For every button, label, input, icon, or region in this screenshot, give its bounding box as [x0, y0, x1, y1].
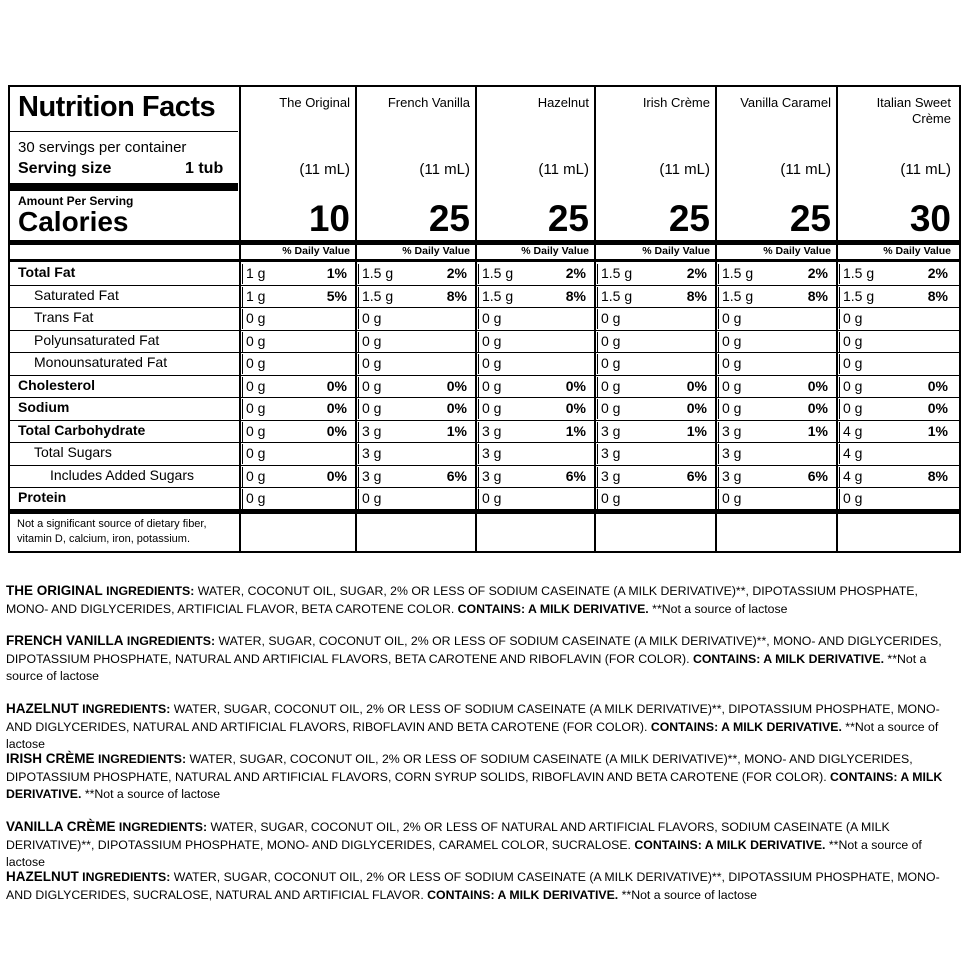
nutrient-cell	[718, 287, 832, 307]
nutrient-amount: 3 g	[722, 467, 742, 484]
nutrient-daily-value: 0%	[927, 400, 948, 416]
product-name: HAZELNUT	[6, 869, 79, 884]
nutrient-amount: 1.5 g	[722, 265, 754, 281]
lactose-note: **Not a source of lactose	[6, 651, 927, 683]
nutrient-amount: 0 g	[362, 490, 382, 506]
flavor-calories: 25	[668, 198, 710, 239]
nutrient-amount: 1.5 g	[722, 287, 754, 304]
flavor-calories: 25	[428, 198, 470, 239]
nutrient-amount: 4 g	[843, 467, 863, 484]
nutrient-daily-value: 8%	[927, 287, 948, 304]
column-divider	[239, 87, 241, 551]
flavor-serving-size: (11 mL)	[780, 161, 831, 178]
nutrient-cell	[718, 264, 832, 284]
nutrient-amount: 4 g	[843, 422, 863, 439]
column-divider	[355, 87, 357, 551]
nutrient-cell	[718, 354, 832, 374]
nutrient-cell	[242, 309, 351, 329]
flavor-name: French Vanilla	[387, 95, 470, 110]
nutrient-cell	[597, 377, 711, 397]
nutrient-cell	[478, 287, 590, 307]
nutrient-daily-value: 0%	[446, 377, 467, 394]
column-divider	[594, 87, 596, 551]
ingredients-label: INGREDIENTS:	[118, 820, 208, 834]
row-divider	[10, 487, 959, 488]
nutrient-daily-value: 0%	[686, 400, 707, 416]
nutrient-daily-value: 6%	[807, 467, 828, 484]
nutrient-daily-value: 0%	[326, 400, 347, 416]
nutrient-amount: 0 g	[246, 490, 266, 506]
nutrient-cell	[242, 467, 351, 487]
nutrient-amount: 0 g	[246, 445, 266, 461]
nutrient-cell	[718, 332, 832, 352]
ingredients-label: INGREDIENTS:	[82, 870, 171, 884]
dv-header: % Daily Value	[282, 245, 350, 257]
nutrient-cell	[242, 354, 351, 374]
nutrient-daily-value: 1%	[927, 422, 948, 439]
nutrient-cell	[478, 264, 590, 284]
nutrient-amount: 1.5 g	[601, 287, 633, 304]
nutrient-label: Total Carbohydrate	[18, 421, 146, 438]
nutrient-cell	[242, 399, 351, 419]
nutrient-cell	[718, 309, 832, 329]
nutrient-cell	[597, 422, 711, 442]
nutrient-amount: 3 g	[482, 445, 502, 461]
dv-header: % Daily Value	[763, 245, 831, 257]
nutrient-amount: 3 g	[482, 467, 502, 484]
nutrient-amount: 3 g	[482, 422, 502, 439]
allergen-statement: CONTAINS: A MILK DERIVATIVE.	[427, 887, 619, 902]
flavor-calories: 25	[547, 198, 589, 239]
nutrient-amount: 0 g	[482, 400, 502, 416]
column-divider	[715, 87, 717, 551]
nutrient-daily-value: 6%	[446, 467, 467, 484]
nutrient-amount: 0 g	[482, 310, 502, 326]
nutrient-amount: 0 g	[601, 332, 621, 349]
nutrient-daily-value: 6%	[565, 467, 586, 484]
nutrient-daily-value: 8%	[686, 287, 707, 304]
nutrient-label: Trans Fat	[34, 309, 94, 325]
nutrient-amount: 3 g	[362, 467, 382, 484]
ingredients-text: WATER, SUGAR, COCONUT OIL, 2% OR LESS OF SODIUM CASEINATE (A MILK DERIVATIVE)**, DIPOTASSIUM PHOSPHATE, MONO- AND DIGLYCERIDES, SUCRALOSE, NATURAL AND ARTIFICIAL FLAVOR.	[6, 870, 940, 902]
nutrient-cell	[597, 467, 711, 487]
nutrient-cell	[597, 287, 711, 307]
nutrient-cell	[242, 422, 351, 442]
flavor-name: The Original	[279, 95, 350, 110]
flavor-serving-size: (11 mL)	[419, 161, 470, 178]
nutrient-amount: 0 g	[843, 310, 863, 326]
ingredients-label: INGREDIENTS:	[106, 584, 195, 598]
nutrient-amount: 1.5 g	[482, 287, 514, 304]
label-title: Nutrition Facts	[18, 91, 216, 123]
nutrient-cell	[478, 444, 590, 464]
nutrient-amount: 0 g	[362, 377, 382, 394]
nutrient-cell	[839, 489, 952, 509]
nutrient-daily-value: 0%	[807, 400, 828, 416]
nutrient-cell	[478, 422, 590, 442]
allergen-statement: CONTAINS: A MILK DERIVATIVE.	[457, 601, 649, 616]
nutrient-amount: 3 g	[362, 445, 382, 461]
dv-header: % Daily Value	[883, 245, 951, 257]
nutrient-cell	[597, 309, 711, 329]
nutrient-amount: 0 g	[843, 332, 863, 349]
nutrient-daily-value: 1%	[565, 422, 586, 439]
nutrient-cell	[358, 309, 471, 329]
nutrient-daily-value: 1%	[446, 422, 467, 439]
nutrient-cell	[358, 354, 471, 374]
nutrient-daily-value: 2%	[565, 265, 586, 281]
nutrient-label: Sodium	[18, 399, 70, 415]
row-divider	[10, 352, 959, 353]
nutrient-amount: 0 g	[722, 377, 742, 394]
product-name: VANILLA CRÈME	[6, 819, 116, 834]
nutrient-daily-value: 0%	[807, 377, 828, 394]
nutrient-cell	[358, 467, 471, 487]
row-divider	[10, 307, 959, 308]
nutrient-amount: 0 g	[246, 332, 266, 349]
nutrient-cell	[358, 444, 471, 464]
nutrient-cell	[597, 399, 711, 419]
allergen-statement: CONTAINS: A MILK DERIVATIVE.	[692, 651, 884, 666]
nutrient-cell	[597, 332, 711, 352]
nutrient-cell	[242, 287, 351, 307]
nutrient-daily-value: 8%	[565, 287, 586, 304]
nutrient-cell	[358, 332, 471, 352]
nutrient-amount: 0 g	[246, 377, 266, 394]
nutrient-amount: 0 g	[843, 490, 863, 506]
flavor-calories: 10	[308, 198, 350, 239]
nutrient-cell	[839, 287, 952, 307]
nutrient-cell	[839, 332, 952, 352]
nutrient-cell	[597, 264, 711, 284]
lactose-note: **Not a source of lactose	[6, 719, 939, 751]
nutrient-cell	[242, 444, 351, 464]
nutrient-amount: 1.5 g	[362, 265, 394, 281]
nutrient-cell	[839, 377, 952, 397]
nutrient-cell	[839, 467, 952, 487]
nutrient-cell	[718, 489, 832, 509]
nutrient-cell	[478, 309, 590, 329]
nutrition-facts-panel	[8, 85, 961, 553]
nutrient-daily-value: 0%	[446, 400, 467, 416]
nutrient-cell	[358, 264, 471, 284]
nutrient-label: Monounsaturated Fat	[34, 354, 168, 370]
ingredients-label: INGREDIENTS:	[82, 702, 171, 716]
thick-divider	[10, 183, 238, 191]
nutrient-amount: 0 g	[601, 310, 621, 326]
nutrient-amount: 1.5 g	[601, 265, 633, 281]
ingredient-paragraph	[6, 582, 962, 618]
row-divider	[10, 442, 959, 443]
ingredient-paragraph	[6, 818, 962, 872]
row-divider	[10, 420, 959, 421]
flavor-serving-size: (11 mL)	[900, 161, 951, 178]
nutrient-cell	[718, 467, 832, 487]
flavor-name: Hazelnut	[537, 95, 589, 110]
nutrient-cell	[839, 354, 952, 374]
ingredient-paragraph	[6, 750, 962, 804]
nutrient-daily-value: 0%	[326, 422, 347, 439]
nutrient-cell	[358, 489, 471, 509]
nutrient-label: Saturated Fat	[34, 286, 119, 303]
nutrient-amount: 0 g	[722, 400, 742, 416]
nutrient-cell	[358, 422, 471, 442]
nutrient-daily-value: 1%	[326, 265, 347, 281]
lactose-note: **Not a source of lactose	[621, 887, 757, 902]
nutrient-amount: 0 g	[722, 490, 742, 506]
row-divider	[10, 397, 959, 398]
nutrient-daily-value: 1%	[807, 422, 828, 439]
nutrient-cell	[839, 309, 952, 329]
nutrient-amount: 0 g	[482, 355, 502, 371]
lactose-note: **Not a source of lactose	[84, 787, 221, 801]
column-divider	[475, 87, 477, 551]
footnote: Not a significant source of dietary fiber, vitamin D, calcium, iron, potassium.	[17, 518, 207, 545]
nutrient-cell	[478, 467, 590, 487]
nutrient-amount: 0 g	[362, 355, 382, 371]
nutrient-cell	[597, 444, 711, 464]
nutrient-amount: 0 g	[246, 467, 266, 484]
product-name: IRISH CRÈME	[6, 751, 95, 766]
nutrient-amount: 1.5 g	[843, 265, 875, 281]
nutrient-daily-value: 0%	[326, 377, 347, 394]
nutrient-label: Total Sugars	[34, 444, 112, 460]
flavor-name: Vanilla Caramel	[740, 95, 831, 110]
nutrient-daily-value: 8%	[927, 467, 948, 484]
nutrient-cell	[597, 354, 711, 374]
nutrient-amount: 0 g	[843, 377, 863, 394]
ingredients-label: INGREDIENTS:	[97, 752, 187, 766]
thick-divider	[10, 509, 959, 514]
calories-label: Calories	[18, 206, 129, 237]
nutrient-amount: 3 g	[601, 467, 621, 484]
lactose-note: **Not a source of lactose	[652, 601, 788, 616]
dv-header: % Daily Value	[642, 245, 710, 257]
nutrient-cell	[242, 264, 351, 284]
flavor-serving-size: (11 mL)	[538, 161, 589, 178]
ingredients-text: WATER, SUGAR, COCONUT OIL, 2% OR LESS OF SODIUM CASEINATE (A MILK DERIVATIVE)**, MONO- AND DIGLYCERIDES, DIPOTASSIUM PHOSPHATE, NATURAL AND ARTIFICIAL FLAVORS, BETA CAROTENE AND RIBOFLAVIN (FOR COLOR).	[6, 634, 942, 666]
nutrient-daily-value: 2%	[446, 265, 467, 281]
product-name: FRENCH VANILLA	[6, 633, 124, 648]
nutrient-amount: 0 g	[843, 400, 863, 416]
nutrient-cell	[839, 264, 952, 284]
nutrient-amount: 0 g	[482, 377, 502, 394]
product-name: THE ORIGINAL	[6, 583, 103, 598]
nutrient-daily-value: 0%	[565, 400, 586, 416]
nutrient-cell	[478, 489, 590, 509]
nutrient-cell	[478, 399, 590, 419]
nutrient-amount: 0 g	[601, 490, 621, 506]
nutrient-daily-value: 8%	[446, 287, 467, 304]
ingredient-paragraph	[6, 700, 962, 754]
flavor-calories: 25	[789, 198, 831, 239]
nutrient-amount: 1.5 g	[843, 287, 875, 304]
row-divider	[10, 285, 959, 286]
nutrient-amount: 0 g	[722, 332, 742, 349]
nutrient-amount: 3 g	[362, 422, 382, 439]
ingredients-text: WATER, SUGAR, COCONUT OIL, 2% OR LESS OF SODIUM CASEINATE (A MILK DERIVATIVE)**, MONO- AND DIGLYCERIDES, DIPOTASSIUM PHOSPHATE, NATURAL AND ARTIFICIAL FLAVORS, CORN SYRUP SOLIDS, RIBOFLAVIN AND BETA CAROTENE (FOR COLOR).	[6, 752, 913, 784]
dv-header: % Daily Value	[402, 245, 470, 257]
nutrient-amount: 3 g	[722, 422, 742, 439]
nutrient-amount: 1 g	[246, 287, 266, 304]
flavor-name: Irish Crème	[642, 95, 710, 110]
nutrient-amount: 1 g	[246, 265, 266, 281]
dv-header: % Daily Value	[521, 245, 589, 257]
nutrient-daily-value: 0%	[565, 377, 586, 394]
nutrient-amount: 0 g	[362, 310, 382, 326]
nutrient-cell	[242, 489, 351, 509]
flavor-serving-size: (11 mL)	[659, 161, 710, 178]
nutrient-amount: 0 g	[482, 490, 502, 506]
nutrient-daily-value: 0%	[326, 467, 347, 484]
row-divider	[10, 465, 959, 466]
ingredients-text: WATER, COCONUT OIL, SUGAR, 2% OR LESS OF SODIUM CASEINATE (A MILK DERIVATIVE)**, DIPOTASSIUM PHOSPHATE, MONO- AND DIGLYCERIDES, ARTIFICIAL FLAVOR, BETA CAROTENE COLOR.	[6, 584, 918, 616]
row-divider	[10, 375, 959, 376]
nutrient-amount: 0 g	[601, 377, 621, 394]
row-divider	[10, 330, 959, 331]
nutrient-label: Polyunsaturated Fat	[34, 331, 160, 348]
nutrient-amount: 4 g	[843, 445, 863, 461]
ingredients-text: WATER, SUGAR, COCONUT OIL, 2% OR LESS OF NATURAL AND ARTIFICIAL FLAVORS, SODIUM CASEINATE (A MILK DERIVATIVE)**, DIPOTASSIUM PHOSPHATE, MONO- AND DIGLYCERIDES, CARAMEL COLOR, SUCRALOSE.	[6, 820, 890, 852]
nutrient-daily-value: 5%	[326, 287, 347, 304]
ingredient-paragraph	[6, 868, 962, 904]
nutrient-amount: 0 g	[246, 310, 266, 326]
nutrient-amount: 1.5 g	[362, 287, 394, 304]
nutrient-amount: 3 g	[601, 445, 621, 461]
ingredients-label: INGREDIENTS:	[126, 634, 216, 648]
nutrient-cell	[597, 489, 711, 509]
allergen-statement: CONTAINS: A MILK DERIVATIVE.	[6, 769, 943, 801]
amount-per-serving: Amount Per Serving	[18, 194, 134, 208]
nutrient-amount: 0 g	[722, 355, 742, 371]
nutrient-cell	[358, 377, 471, 397]
nutrient-label: Protein	[18, 489, 67, 505]
ingredient-paragraph	[6, 632, 962, 686]
allergen-statement: CONTAINS: A MILK DERIVATIVE.	[634, 837, 826, 852]
nutrient-amount: 0 g	[362, 332, 382, 349]
nutrient-cell	[839, 399, 952, 419]
nutrient-amount: 3 g	[722, 445, 742, 461]
nutrient-cell	[839, 444, 952, 464]
nutrient-amount: 1.5 g	[482, 265, 514, 281]
nutrient-amount: 0 g	[601, 355, 621, 371]
nutrient-amount: 0 g	[843, 355, 863, 371]
nutrient-amount: 0 g	[722, 310, 742, 326]
flavor-name: Italian Sweet Crème	[876, 95, 951, 126]
nutrient-label: Includes Added Sugars	[50, 466, 194, 483]
nutrient-amount: 3 g	[601, 422, 621, 439]
flavor-calories: 30	[909, 198, 951, 239]
divider	[10, 131, 238, 132]
nutrient-daily-value: 2%	[686, 265, 707, 281]
nutrient-label: Total Fat	[18, 264, 76, 280]
nutrient-cell	[242, 332, 351, 352]
nutrient-amount: 0 g	[482, 332, 502, 349]
nutrient-cell	[478, 354, 590, 374]
nutrient-amount: 0 g	[246, 400, 266, 416]
nutrient-daily-value: 1%	[686, 422, 707, 439]
nutrient-amount: 0 g	[246, 355, 266, 371]
nutrient-cell	[478, 332, 590, 352]
ingredients-text: WATER, SUGAR, COCONUT OIL, 2% OR LESS OF SODIUM CASEINATE (A MILK DERIVATIVE)**, DIPOTASSIUM PHOSPHATE, MONO- AND DIGLYCERIDES, NATURAL AND ARTIFICIAL FLAVORS, RIBOFLAVIN AND BETA CAROTENE (FOR COLOR).	[6, 702, 940, 734]
column-divider	[836, 87, 838, 551]
nutrient-daily-value: 0%	[927, 377, 948, 394]
serving-size-label: Serving size	[18, 160, 112, 177]
nutrient-cell	[358, 287, 471, 307]
nutrient-cell	[718, 399, 832, 419]
nutrient-cell	[839, 422, 952, 442]
nutrient-amount: 0 g	[362, 400, 382, 416]
nutrient-daily-value: 2%	[807, 265, 828, 281]
nutrient-cell	[718, 444, 832, 464]
nutrient-daily-value: 2%	[927, 265, 948, 281]
nutrient-cell	[478, 377, 590, 397]
servings-per-container: 30 servings per container	[18, 139, 187, 156]
lactose-note: **Not a source of lactose	[6, 837, 922, 869]
product-name: HAZELNUT	[6, 701, 79, 716]
flavor-serving-size: (11 mL)	[299, 161, 350, 178]
nutrient-amount: 0 g	[246, 422, 266, 439]
nutrient-amount: 0 g	[601, 400, 621, 416]
nutrient-cell	[358, 399, 471, 419]
nutrient-cell	[242, 377, 351, 397]
nutrient-daily-value: 8%	[807, 287, 828, 304]
nutrient-cell	[718, 422, 832, 442]
nutrient-label: Cholesterol	[18, 376, 96, 393]
nutrient-cell	[718, 377, 832, 397]
nutrient-daily-value: 6%	[686, 467, 707, 484]
allergen-statement: CONTAINS: A MILK DERIVATIVE.	[650, 719, 842, 734]
serving-size-value: 1 tub	[185, 160, 224, 177]
dv-divider	[10, 259, 959, 262]
nutrient-daily-value: 0%	[686, 377, 707, 394]
